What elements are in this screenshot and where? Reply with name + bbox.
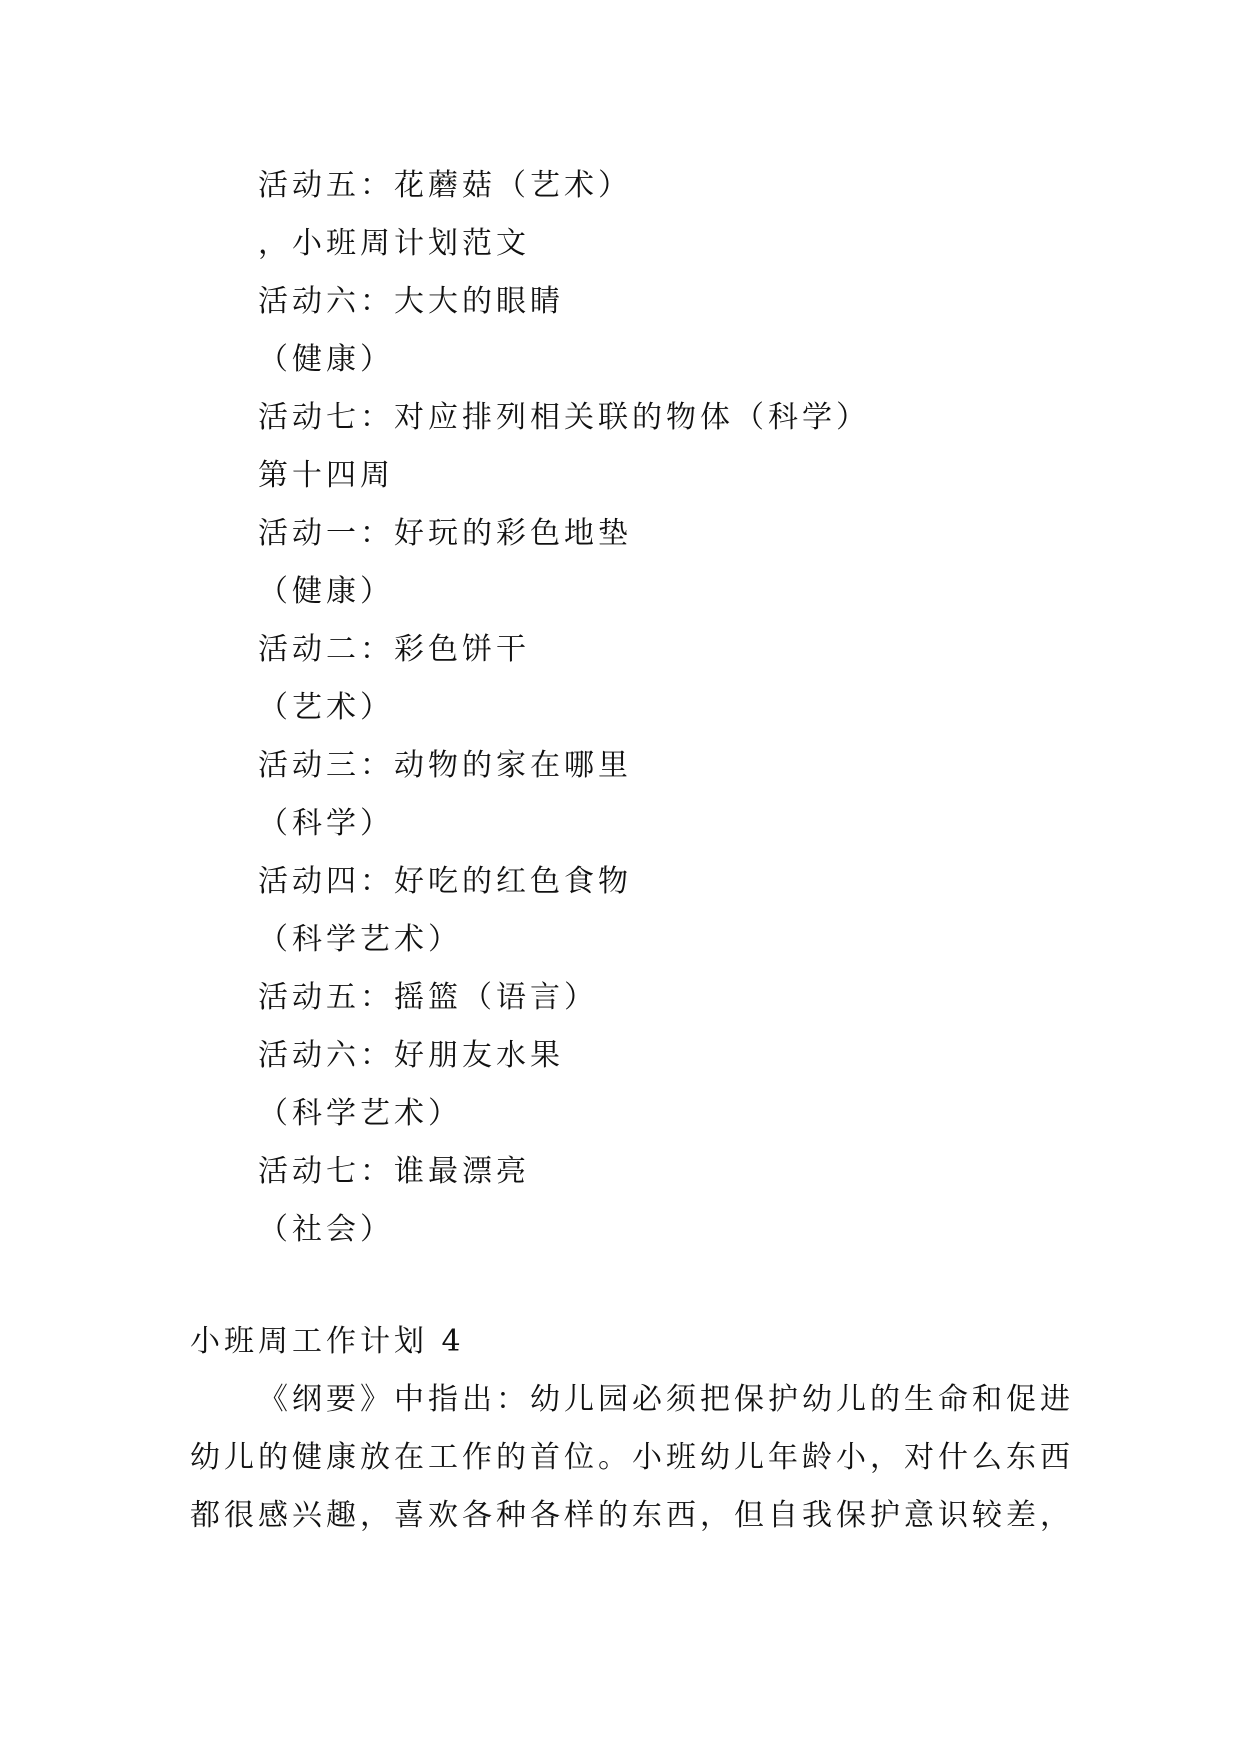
activity-line: （健康） (258, 574, 394, 609)
section-title: 小班周工作计划 4 (190, 1324, 465, 1359)
activity-line: （科学） (258, 806, 394, 841)
activity-line: （社会） (258, 1212, 394, 1247)
activity-line: （艺术） (258, 690, 394, 725)
activity-line: ，小班周计划范文 (258, 226, 530, 261)
activity-line: 活动五：摇篮（语言） (258, 980, 598, 1015)
activity-line: 活动七：对应排列相关联的物体（科学） (258, 400, 870, 435)
week-heading: 第十四周 (258, 458, 394, 493)
activity-line: 活动一：好玩的彩色地垫 (258, 516, 632, 551)
activity-line: 活动六：大大的眼睛 (258, 284, 564, 319)
activity-line: 活动三：动物的家在哪里 (258, 748, 632, 783)
body-paragraph (190, 1380, 1074, 1554)
activity-line: （科学艺术） (258, 1096, 462, 1131)
activity-line: （健康） (258, 342, 394, 377)
activity-line: （科学艺术） (258, 922, 462, 957)
activity-line: 活动二：彩色饼干 (258, 632, 530, 667)
activity-line: 活动七：谁最漂亮 (258, 1154, 530, 1189)
paragraph-line: 都很感兴趣，喜欢各种各样的东西，但自我保护意识较差， (190, 1498, 1074, 1533)
activity-line: 活动五：花蘑菇（艺术） (258, 168, 632, 203)
paragraph-line: 幼儿的健康放在工作的首位。小班幼儿年龄小，对什么东西 (190, 1440, 1074, 1475)
activity-line: 活动六：好朋友水果 (258, 1038, 564, 1073)
paragraph-line: 《纲要》中指出：幼儿园必须把保护幼儿的生命和促进 (258, 1382, 1074, 1417)
activity-line: 活动四：好吃的红色食物 (258, 864, 632, 899)
